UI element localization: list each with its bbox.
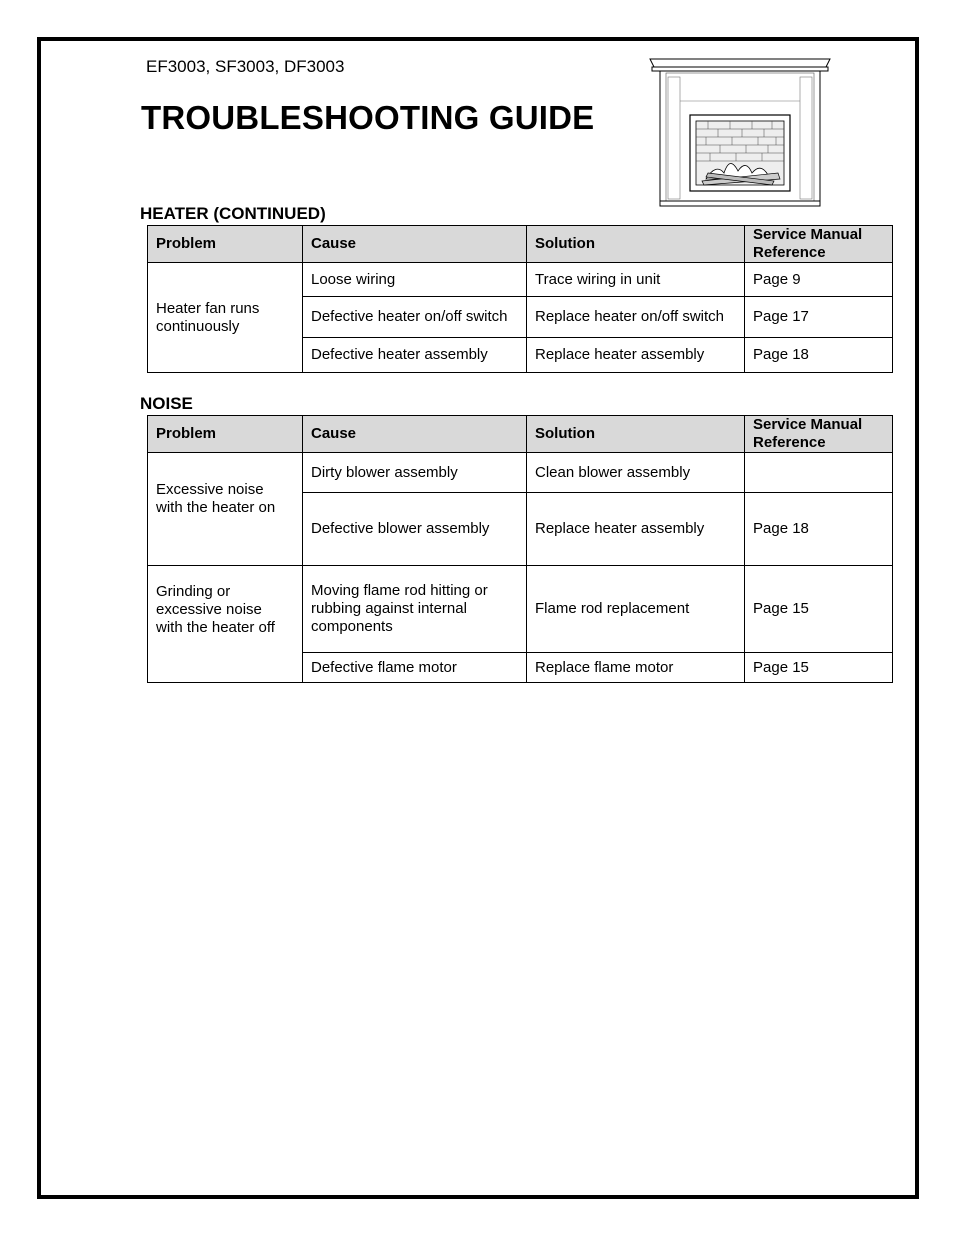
- section-heading-noise: NOISE: [140, 394, 193, 413]
- solution-cell: Replace heater on/off switch: [527, 297, 745, 338]
- cause-cell: Defective heater on/off switch: [303, 297, 527, 338]
- reference-cell: Page 15: [745, 566, 893, 653]
- cause-cell: Defective flame motor: [303, 653, 527, 683]
- problem-cell: Grinding or excessive noise with the heater off: [148, 566, 303, 683]
- solution-cell: Replace heater assembly: [527, 493, 745, 566]
- reference-cell: Page 9: [745, 263, 893, 297]
- column-header-cause: Cause: [303, 226, 527, 263]
- table-header-row: [148, 226, 893, 263]
- cause-cell: Defective heater assembly: [303, 338, 527, 373]
- solution-cell: Replace flame motor: [527, 653, 745, 683]
- noise-table: [147, 415, 893, 683]
- reference-cell: [745, 453, 893, 493]
- column-header-cause: Cause: [303, 416, 527, 453]
- reference-cell: Page 18: [745, 338, 893, 373]
- fireplace-illustration: [646, 55, 834, 213]
- column-header-reference: Service Manual Reference: [745, 416, 893, 453]
- cause-cell: Loose wiring: [303, 263, 527, 297]
- table-row: [148, 263, 893, 297]
- column-header-reference: Service Manual Reference: [745, 226, 893, 263]
- section-heading-heater: HEATER (CONTINUED): [140, 204, 326, 223]
- table-header-row: [148, 416, 893, 453]
- solution-cell: Clean blower assembly: [527, 453, 745, 493]
- page-title: TROUBLESHOOTING GUIDE: [141, 99, 595, 136]
- column-header-problem: Problem: [148, 416, 303, 453]
- problem-cell: Excessive noise with the heater on: [148, 453, 303, 566]
- solution-cell: Flame rod replacement: [527, 566, 745, 653]
- model-numbers: EF3003, SF3003, DF3003: [146, 57, 345, 76]
- reference-cell: Page 15: [745, 653, 893, 683]
- column-header-problem: Problem: [148, 226, 303, 263]
- cause-cell: Moving flame rod hitting or rubbing against internal components: [303, 566, 527, 653]
- cause-cell: Dirty blower assembly: [303, 453, 527, 493]
- reference-cell: Page 17: [745, 297, 893, 338]
- problem-cell: Heater fan runs continuously: [148, 263, 303, 373]
- table-row: [148, 453, 893, 493]
- cause-cell: Defective blower assembly: [303, 493, 527, 566]
- solution-cell: Trace wiring in unit: [527, 263, 745, 297]
- heater-table: [147, 225, 893, 373]
- reference-cell: Page 18: [745, 493, 893, 566]
- column-header-solution: Solution: [527, 416, 745, 453]
- column-header-solution: Solution: [527, 226, 745, 263]
- solution-cell: Replace heater assembly: [527, 338, 745, 373]
- table-row: [148, 566, 893, 653]
